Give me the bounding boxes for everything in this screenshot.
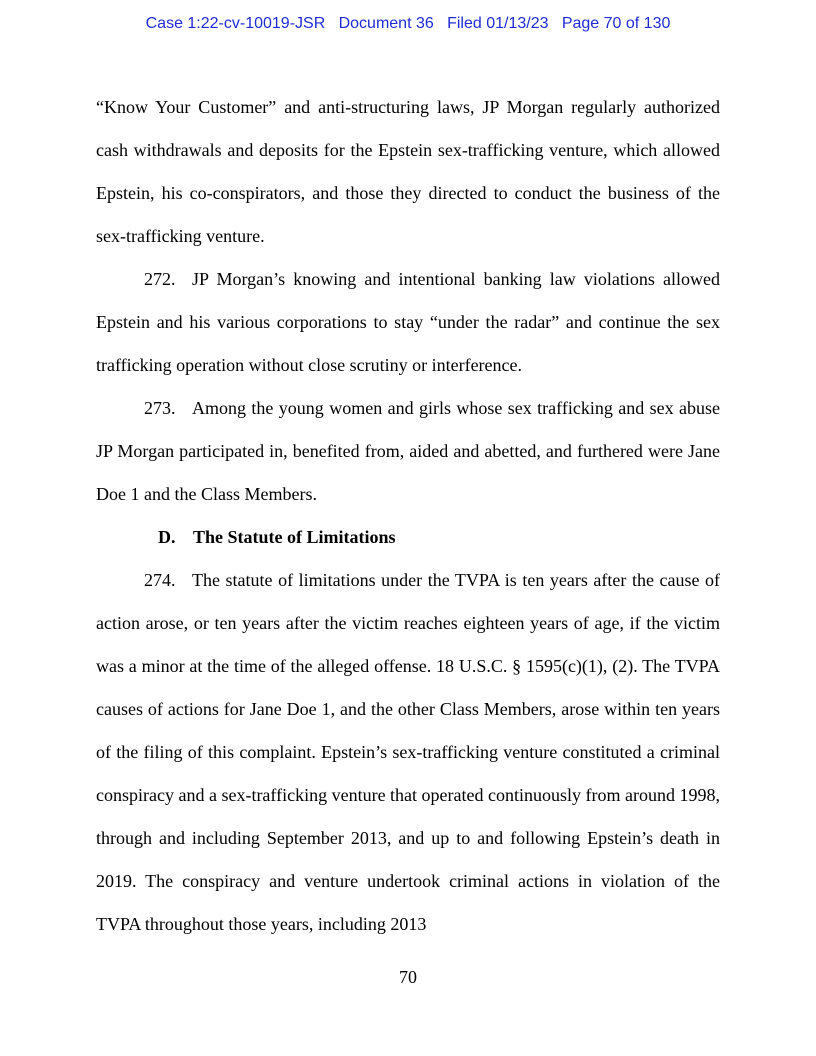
paragraph-text: The statute of limitations under the TVPA is ten years after the cause of action arose, or ten years after the victim reaches eighteen years of age, if the victim was a minor at the time of the alleged offense. 18 U.S.C. § 1595(c)(1), (2). The TVPA causes of actions for Jane Doe 1, and the other Class Members, arose within ten years of the filing of this complaint. Epstein’s sex-trafficking venture constituted a criminal conspiracy and a sex-trafficking venture that operated continuously from around 1998, through and including September 2013, and up to and following Epstein’s death in 2019. The conspiracy and venture undertook criminal actions in violation of the TVPA throughout those years, including 2013: [96, 570, 720, 934]
paragraph-number: 273.: [144, 398, 176, 418]
paragraph-273: [96, 387, 720, 516]
ecf-case-header: Case 1:22-cv-10019-JSR Document 36 Filed 01/13/23 Page 70 of 130: [145, 15, 671, 32]
continuation-paragraph: “Know Your Customer” and anti-structuring laws, JP Morgan regularly authorized cash withdrawals and deposits for the Epstein sex-trafficking venture, which allowed Epstein, his co-conspirators, and those they directed to conduct the business of the sex-trafficking venture.: [96, 97, 720, 246]
document-body: [96, 86, 720, 946]
page-number: 70: [399, 967, 417, 987]
paragraph-number: 274.: [144, 570, 176, 590]
section-heading: [96, 516, 720, 559]
section-heading-title: The Statute of Limitations: [193, 527, 396, 547]
paragraph-text: JP Morgan’s knowing and intentional banking law violations allowed Epstein and his various corporations to stay “under the radar” and continue the sex trafficking operation without close scrutiny or interference.: [96, 269, 720, 375]
paragraph-text: Among the young women and girls whose sex trafficking and sex abuse JP Morgan participated in, benefited from, aided and abetted, and furthered were Jane Doe 1 and the Class Members.: [96, 398, 720, 504]
paragraph-272: [96, 258, 720, 387]
paragraph-274: [96, 559, 720, 946]
paragraph-number: 272.: [144, 269, 176, 289]
section-heading-letter: D.: [158, 527, 176, 547]
